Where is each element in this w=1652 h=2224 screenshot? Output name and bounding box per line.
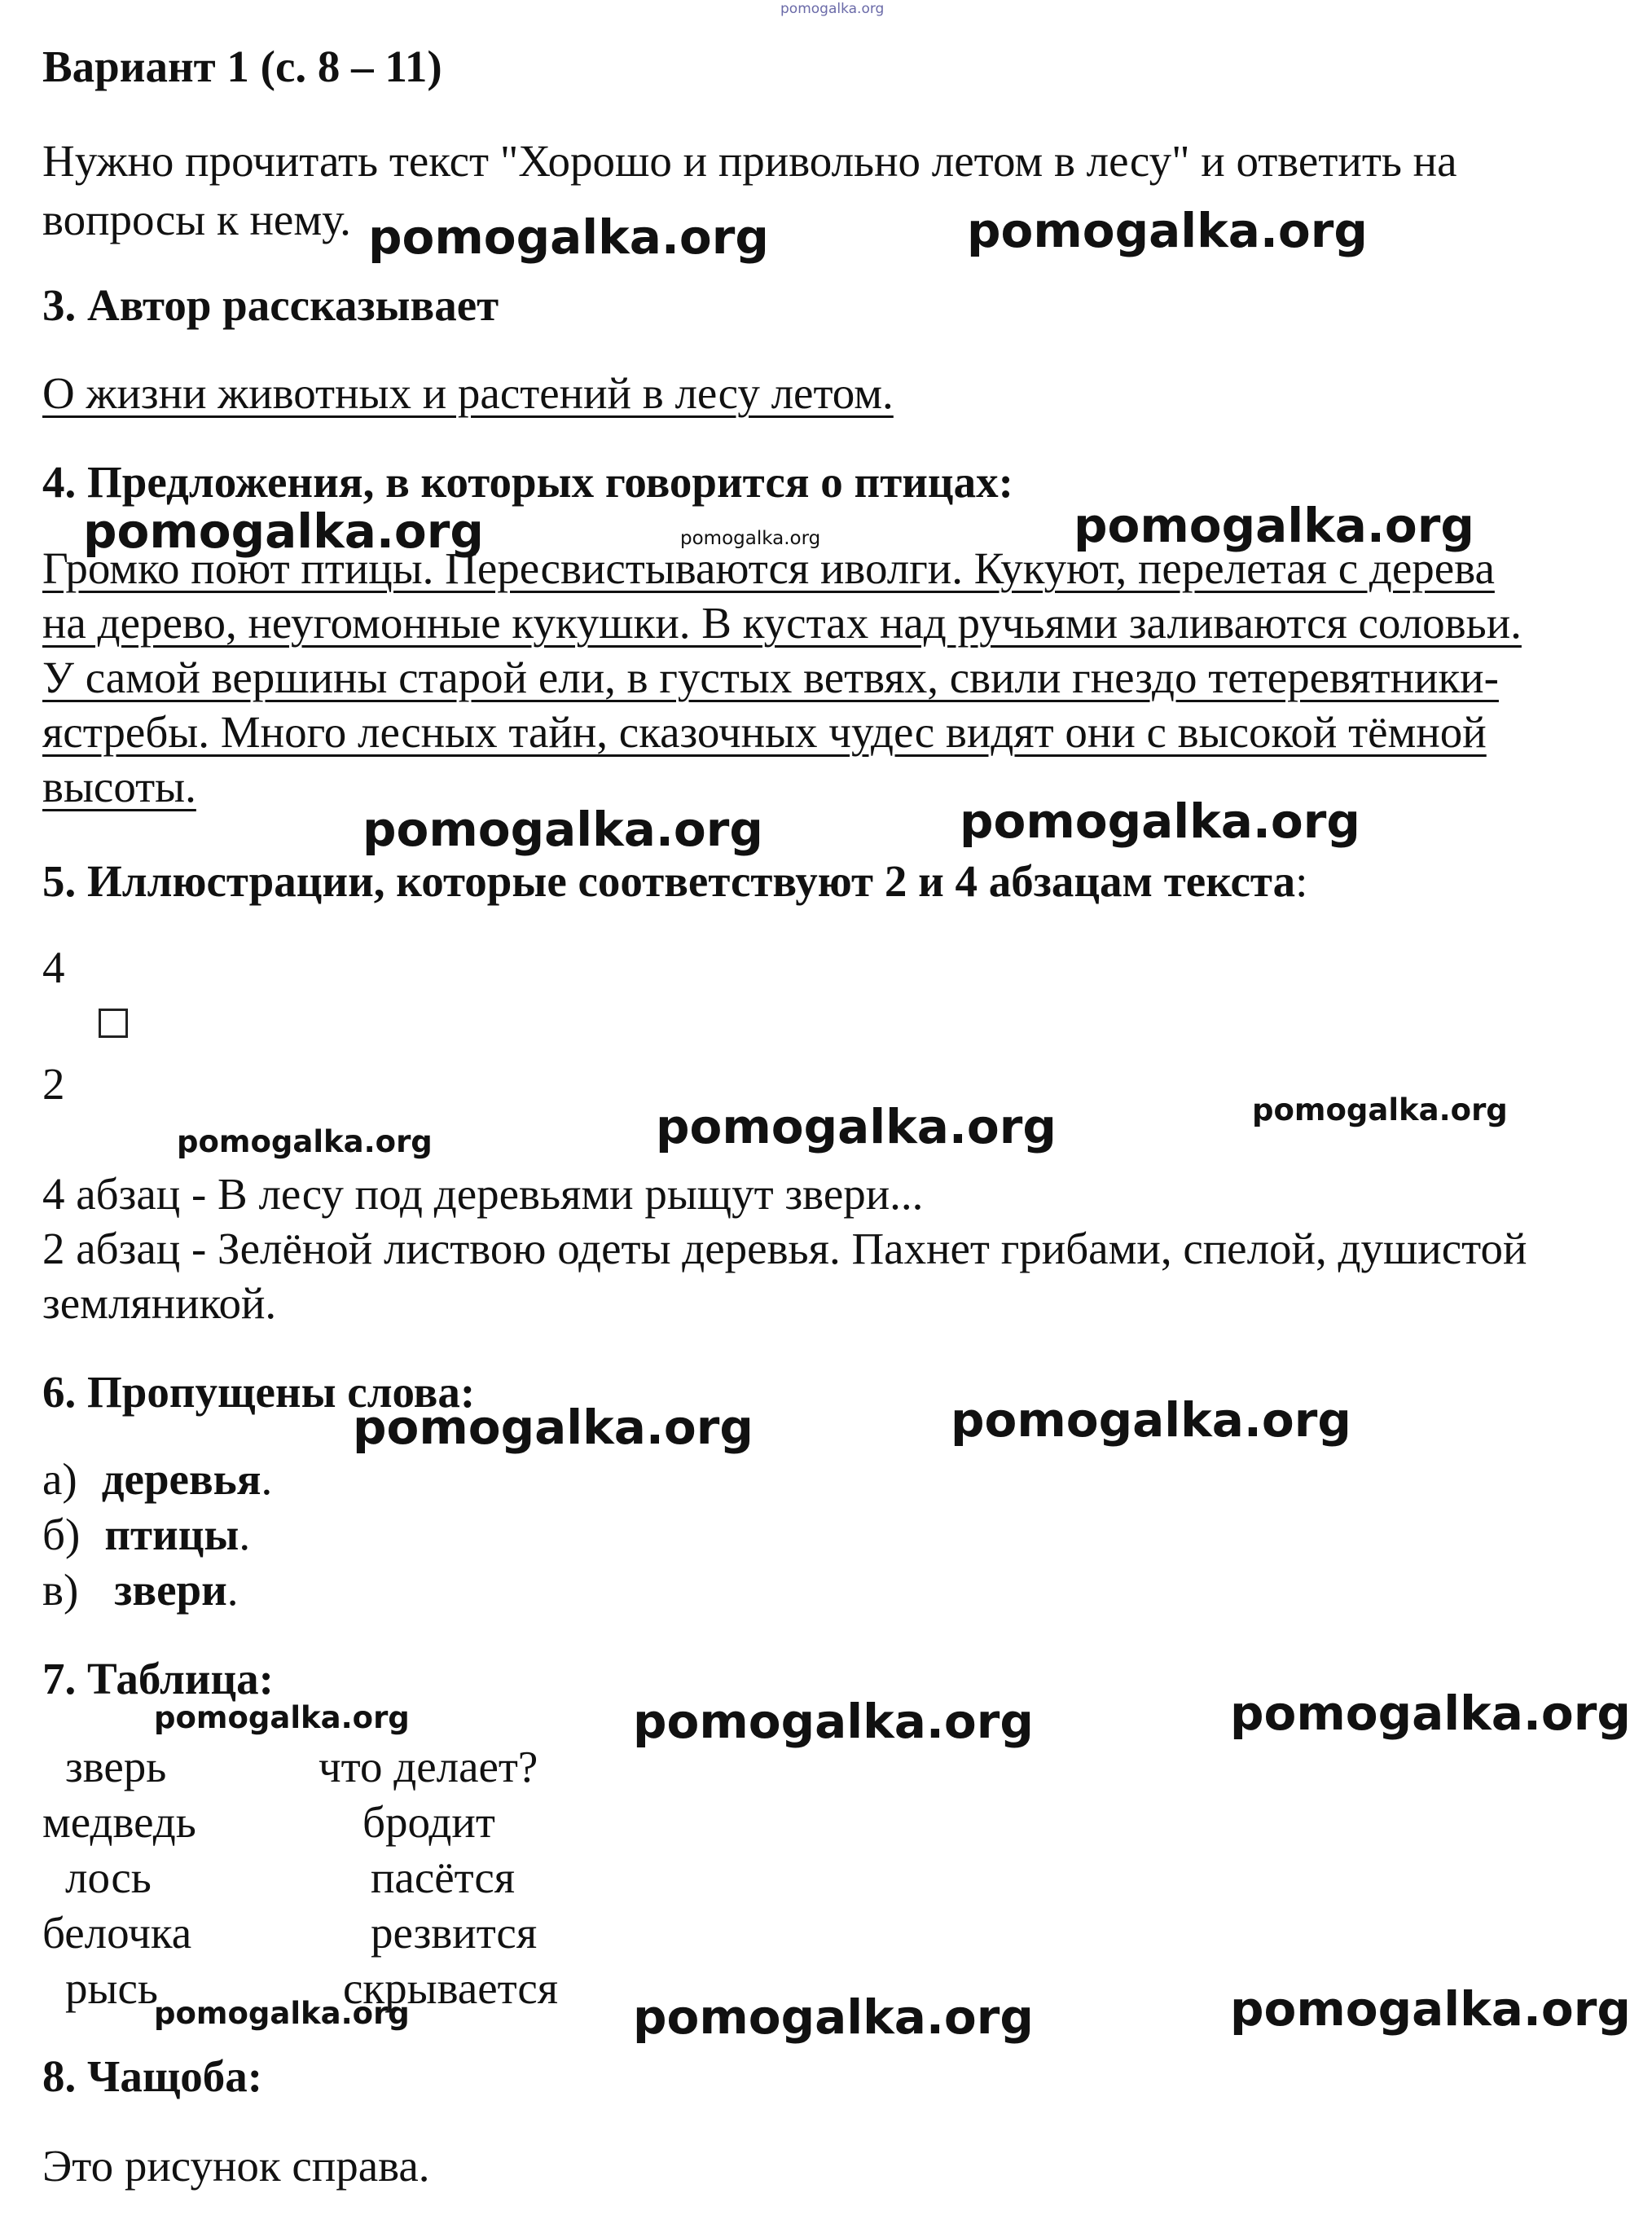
watermark: pomogalka.org (83, 503, 484, 559)
q6-item-b (42, 1507, 250, 1562)
watermark: pomogalka.org (154, 1700, 410, 1735)
q6-word: птицы (104, 1510, 239, 1559)
table-cell-animal: рысь (65, 1963, 158, 2013)
q5-label-4: 4 (42, 943, 65, 992)
q6-letter: б) (42, 1510, 81, 1559)
watermark: pomogalka.org (177, 1124, 433, 1159)
q5-colon: : (1295, 856, 1308, 906)
watermark-top: pomogalka.org (780, 1, 885, 17)
watermark: pomogalka.org (656, 1099, 1057, 1154)
watermark: pomogalka.org (951, 1392, 1351, 1448)
q7-title: 7. Таблица: (42, 1654, 274, 1703)
q6-word: деревья (101, 1454, 261, 1504)
watermark: pomogalka.org (633, 1694, 1034, 1749)
q4-line: Громко поют птицы. Пересвистываются иволги. Кукуют, перелетая с дерева (42, 543, 1495, 593)
q5-answer-line-1: 4 абзац - В лесу под деревьями рыщут звери... (42, 1169, 924, 1219)
table-cell-animal: медведь (42, 1797, 196, 1847)
intro-line-1: Нужно прочитать текст "Хорошо и привольно летом в лесу" и ответить на (42, 136, 1457, 186)
q5-answer-line-2: 2 абзац - Зелёной листвою одеты деревья. Пахнет грибами, спелой, душистой (42, 1224, 1527, 1273)
q6-letter: а) (42, 1454, 77, 1504)
q8-title: 8. Чащоба: (42, 2051, 263, 2101)
watermark: pomogalka.org (1230, 1981, 1631, 2037)
table-cell-action: бродит (362, 1797, 495, 1847)
q5-title-row (42, 854, 1307, 908)
watermark: pomogalka.org (1252, 1092, 1508, 1127)
q8-answer: Это рисунок справа. (42, 2141, 430, 2191)
watermark: pomogalka.org (1074, 498, 1474, 553)
q4-line: У самой вершины старой ели, в густых ветвях, свили гнездо тетеревятники- (42, 653, 1499, 702)
q4-line: ястребы. Много лесных тайн, сказочных чудес видят они с высокой тёмной (42, 707, 1487, 757)
table-cell-action: резвится (371, 1908, 538, 1958)
watermark-small: pomogalka.org (680, 528, 821, 549)
q3-answer: О жизни животных и растений в лесу летом. (42, 368, 894, 418)
q6-end: . (226, 1565, 239, 1615)
watermark: pomogalka.org (368, 209, 769, 265)
q6-end: . (239, 1510, 251, 1559)
table-cell-animal: белочка (42, 1908, 192, 1958)
watermark: pomogalka.org (967, 203, 1368, 258)
q4-line: на дерево, неугомонные кукушки. В кустах над ручьями заливаются соловьи. (42, 598, 1522, 648)
q6-title: 6. Пропущены слова: (42, 1367, 476, 1417)
q5-label-2: 2 (42, 1059, 65, 1109)
table-cell-action: пасётся (371, 1853, 516, 1902)
table-cell-animal: лось (65, 1853, 152, 1902)
watermark: pomogalka.org (353, 1400, 754, 1455)
q6-item-c (42, 1563, 239, 1617)
watermark: pomogalka.org (1230, 1686, 1631, 1741)
q6-word: звери (114, 1565, 227, 1615)
q4-birds-paragraph (42, 541, 1639, 814)
page-title: Вариант 1 (с. 8 – 11) (42, 42, 442, 91)
q6-letter: в) (42, 1565, 79, 1615)
intro-line-2: вопросы к нему. (42, 195, 351, 244)
table-header-animal: зверь (65, 1742, 167, 1791)
checkbox[interactable] (99, 1009, 128, 1038)
q5-answer-line-3: земляникой. (42, 1278, 277, 1328)
q6-end: . (261, 1454, 273, 1504)
table-header-action: что делает? (319, 1742, 538, 1791)
q3-title: 3. Автор рассказывает (42, 280, 499, 330)
q4-title: 4. Предложения, в которых говорится о птицах: (42, 457, 1013, 507)
watermark: pomogalka.org (362, 802, 763, 857)
q5-title: 5. Иллюстрации, которые соответствуют 2 и 4 абзацам текста (42, 856, 1296, 906)
q6-item-a (42, 1452, 272, 1506)
watermark: pomogalka.org (154, 1996, 410, 2031)
q4-line: высоты. (42, 762, 196, 811)
watermark: pomogalka.org (633, 1989, 1034, 2045)
watermark: pomogalka.org (960, 793, 1360, 849)
table-cell-action: скрывается (343, 1963, 559, 2013)
